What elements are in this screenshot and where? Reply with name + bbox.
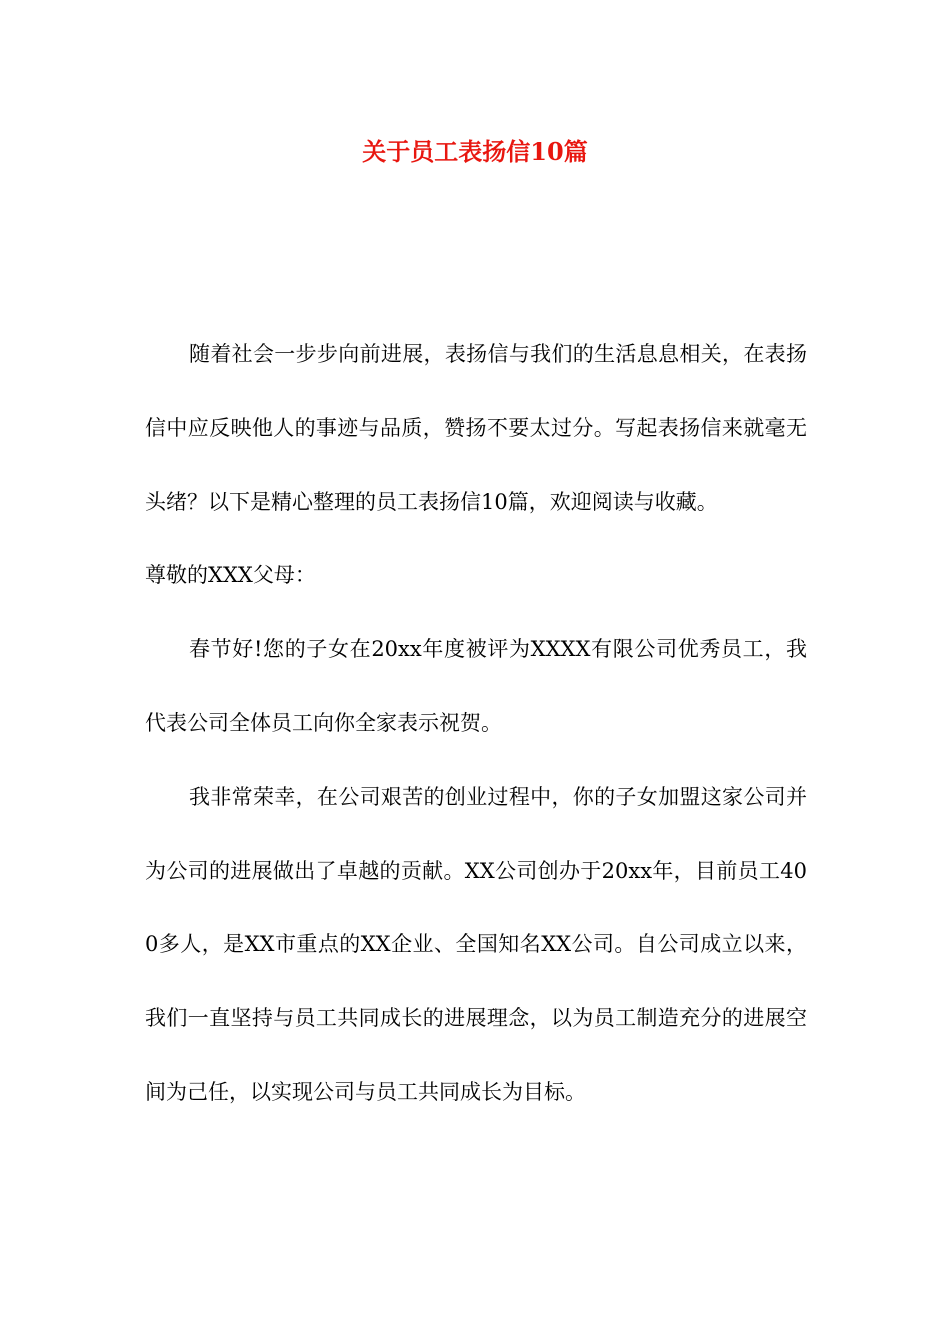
document-body — [145, 318, 807, 1130]
company-paragraph: 我非常荣幸，在公司艰苦的创业过程中，你的子女加盟这家公司并为公司的进展做出了卓越的贡献。XX公司创办于20xx年，目前员工400多人，是XX市重点的XX企业、全国知名XX公司。自公司成立以来，我们一直坚持与员工共同成长的进展理念，以为员工制造充分的进展空间为己任，以实现公司与员工共同成长为目标。 — [145, 784, 807, 1104]
document-title: 关于员工表扬信10篇 — [362, 137, 588, 166]
intro-paragraph: 随着社会一步步向前进展，表扬信与我们的生活息息相关，在表扬信中应反映他人的事迹与品质，赞扬不要太过分。写起表扬信来就毫无头绪？以下是精心整理的员工表扬信10篇，欢迎阅读与收藏。 — [145, 342, 807, 514]
salutation: 尊敬的XXX父母： — [145, 563, 316, 588]
greeting-paragraph: 春节好!您的子女在20xx年度被评为XXXX有限公司优秀员工，我代表公司全体员工向你全家表示祝贺。 — [145, 637, 807, 735]
